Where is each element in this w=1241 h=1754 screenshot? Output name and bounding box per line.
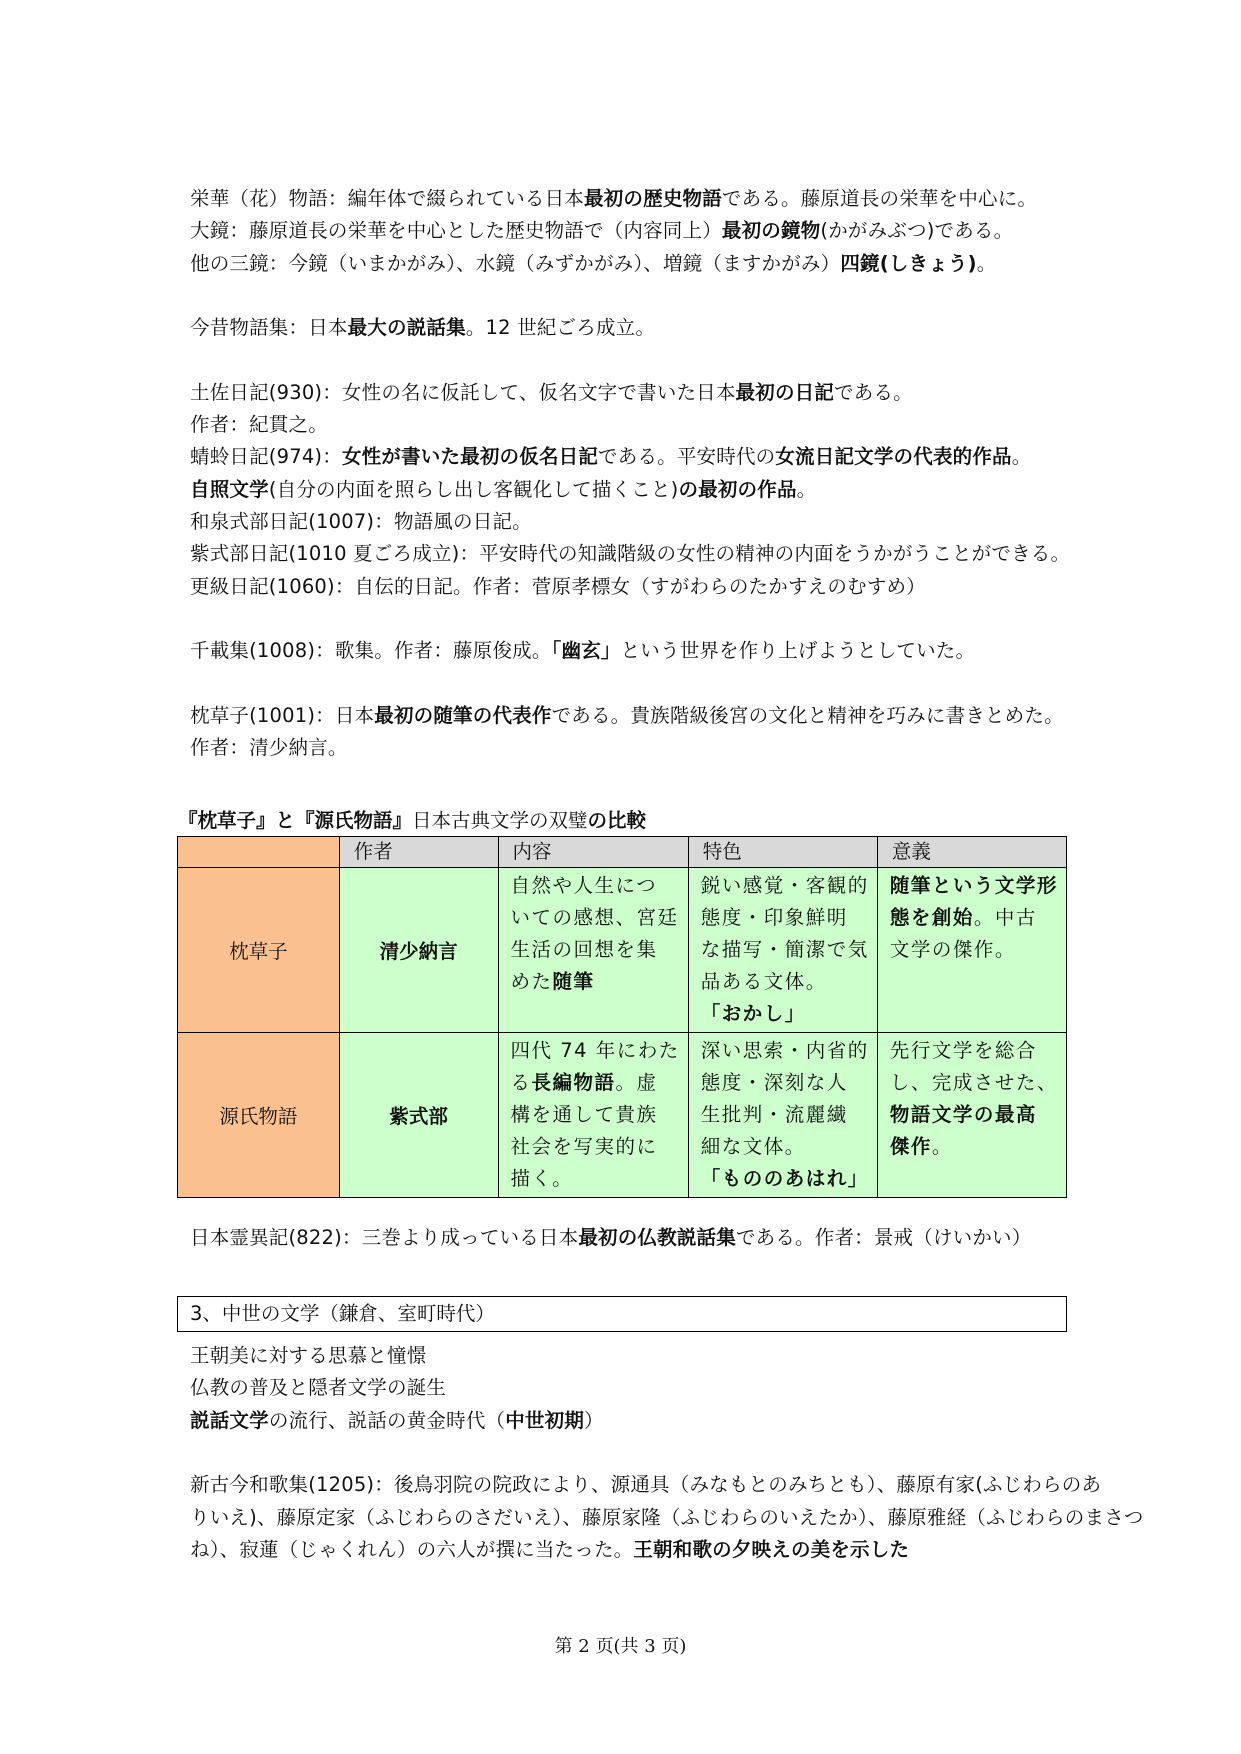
text-run: 自然や人生につ — [510, 874, 658, 897]
text-line — [190, 1534, 909, 1566]
text-line — [190, 312, 655, 344]
text-run: 自照文学 — [190, 477, 269, 501]
text-run: し、完成させた、 — [889, 1071, 1058, 1094]
text-run: 栄華（花）物語：編年体で綴られている日本 — [190, 187, 585, 210]
text-run: 最初の鏡物 — [721, 219, 821, 243]
section-heading-box — [177, 1296, 1067, 1332]
header-content: 内容 — [498, 837, 688, 868]
text-run: 「もののあはれ」 — [700, 1167, 869, 1190]
cell-line — [701, 870, 871, 902]
text-run: 蜻蛉日記(974)： — [190, 445, 342, 469]
text-run: である。平安時代の — [598, 445, 776, 469]
text-line — [190, 377, 913, 409]
text-run: である。藤原道長の栄華を中心に。 — [721, 187, 1038, 210]
text-run: である。貴族階級後宮の文化と精神を巧みに書きとめた。 — [551, 703, 1064, 727]
text-line — [190, 1372, 446, 1404]
text-run: いての感想、宮廷 — [510, 906, 679, 929]
text-run: 「幽玄」 — [551, 639, 621, 663]
text-run: 描く。 — [510, 1167, 574, 1190]
text-run: 。 — [796, 477, 817, 501]
text-run: 態を創始 — [889, 906, 974, 929]
text-run: 作者：紀貫之。 — [190, 413, 328, 437]
text-line — [190, 635, 975, 667]
text-run: 最大の説話集 — [347, 316, 466, 340]
text-line — [190, 1405, 604, 1437]
text-run: 仏教の普及と隠者文学の誕生 — [190, 1376, 447, 1400]
text-line — [190, 732, 348, 764]
text-run: という世界を作り上げようとしていた。 — [620, 639, 976, 663]
text-run: 文学の傑作。 — [889, 938, 1016, 961]
text-run: めた — [510, 970, 553, 993]
text-run: 細な文体。 — [700, 1135, 806, 1158]
text-run: ね）、寂蓮（じゃくれん）の六人が撰に当たった。 — [190, 1537, 634, 1561]
text-run: 紫式部日記(1010 夏ごろ成立)：平安時代の知識階級の女性の精神の内面をうかがうことができる。 — [190, 542, 1071, 566]
text-line — [190, 248, 996, 280]
cell-line — [511, 1035, 682, 1067]
row-author: 紫式部 — [339, 1033, 498, 1198]
text-run: 傑作 — [889, 1135, 932, 1158]
text-run: 枕草子(1001)：日本 — [190, 703, 375, 727]
cell-line — [890, 934, 1060, 966]
text-run: 態度・深刻な人 — [700, 1071, 848, 1094]
cell-line — [701, 902, 871, 934]
text-run: の流行、説話の黄金時代（ — [268, 1408, 506, 1432]
cell-line — [511, 1067, 682, 1099]
text-run: 王朝美に対する思慕と憧憬 — [190, 1344, 427, 1367]
text-run: 。 — [1011, 445, 1032, 469]
text-run: 。 — [931, 1135, 953, 1158]
section-heading: 3、中世の文学（鎌倉、室町時代） — [190, 1302, 495, 1325]
page-footer: 第 2 页(共 3 页) — [554, 1636, 687, 1657]
text-run: (自分の内面を照らし出し客観化して描くこと) — [268, 477, 679, 501]
text-run: 構を通して貴族 — [510, 1103, 658, 1126]
cell-line — [511, 966, 682, 998]
row-content — [498, 868, 688, 1033]
cell-line — [890, 1035, 1060, 1067]
text-run: 千載集(1008)：歌集。作者：藤原俊成。 — [190, 639, 552, 663]
comparison-table — [177, 836, 1067, 1198]
text-run: 「おかし」 — [700, 1002, 806, 1025]
table-row — [178, 868, 1067, 1033]
text-line — [190, 538, 1070, 570]
text-run: (かがみぶつ)である。 — [820, 219, 1014, 243]
text-run: 品ある文体。 — [700, 970, 827, 993]
text-run: 先行文学を総合 — [889, 1039, 1037, 1062]
cell-line — [511, 1099, 682, 1131]
text-run: 日本霊異記(822)：三巻より成っている日本 — [190, 1226, 579, 1249]
text-run: 他の三鏡：今鏡（いまかがみ）、水鏡（みずかがみ）、増鏡（ますかがみ） — [190, 251, 841, 275]
text-run: る — [510, 1071, 532, 1094]
text-run: 生活の回想を集 — [510, 938, 658, 961]
cell-line — [890, 870, 1060, 902]
text-run: 物語文学の最高 — [889, 1103, 1037, 1126]
text-line — [190, 183, 1037, 215]
text-run: 『枕草子』と『源氏物語』 — [178, 809, 413, 832]
cell-line — [511, 870, 682, 902]
cell-line — [511, 902, 682, 934]
text-run: りいえ)、藤原定家（ふじわらのさだいえ）、藤原家隆（ふじわらのいえたか）、藤原雅経（ふじわらのまさつ — [190, 1505, 1144, 1529]
table-header-row — [178, 837, 1067, 868]
text-run: 最初の仏教説話集 — [578, 1226, 736, 1249]
text-line — [190, 700, 1064, 732]
row-author: 清少納言 — [339, 868, 498, 1033]
row-title: 源氏物語 — [178, 1033, 340, 1198]
text-line — [190, 409, 328, 441]
text-run: 最初の随筆の代表作 — [374, 703, 552, 727]
text-run: 最初の日記 — [735, 380, 835, 404]
cell-line — [511, 1131, 682, 1163]
text-run: 態度・印象鮮明 — [700, 906, 848, 929]
cell-line — [701, 1067, 871, 1099]
text-run: 新古今和歌集(1205)：後鳥羽院の院政により、源通具（みなもとのみちとも）、藤原有家(ふじわらのあ — [190, 1473, 1102, 1497]
cell-line — [701, 934, 871, 966]
text-run: 大鏡：藤原道長の栄華を中心とした歴史物語で（内容同上） — [190, 219, 722, 243]
text-run: 四代 74 年にわた — [510, 1039, 680, 1062]
cell-line — [701, 1163, 871, 1195]
text-run: の最初の作品 — [678, 477, 797, 501]
text-run: 最初の歴史物語 — [584, 187, 722, 210]
text-run: 和泉式部日記(1007)：物語風の日記。 — [190, 510, 532, 533]
table-title — [178, 805, 646, 837]
text-run: 生批判・流麗繊 — [700, 1103, 848, 1126]
cell-line — [701, 998, 871, 1030]
text-run: 王朝和歌の夕映えの美を示した — [633, 1537, 910, 1561]
row-feature — [688, 868, 877, 1033]
text-run: 日本古典文学の双璧 — [412, 809, 588, 832]
text-run: 女流日記文学の代表的作品 — [775, 445, 1012, 469]
text-line — [190, 506, 532, 538]
text-run: 更級日記(1060)：自伝的日記。作者：菅原孝標女（すがわらのたかすえのむすめ） — [190, 574, 926, 598]
text-run: 。 — [976, 251, 997, 275]
cell-line — [511, 934, 682, 966]
text-run: 随筆という文学形 — [889, 874, 1058, 897]
row-meaning — [877, 868, 1066, 1033]
table-row — [178, 1033, 1067, 1198]
text-run: 。12 世紀ごろ成立。 — [465, 316, 656, 340]
text-line — [190, 215, 1013, 247]
cell-line — [701, 1131, 871, 1163]
cell-line — [890, 1099, 1060, 1131]
text-run: 土佐日記(930)：女性の名に仮託して、仮名文字で書いた日本 — [190, 380, 736, 404]
row-meaning — [877, 1033, 1066, 1198]
text-run: ） — [584, 1408, 604, 1432]
cell-line — [890, 1131, 1060, 1163]
text-run: 説話文学 — [190, 1408, 269, 1432]
text-run: 女性が書いた最初の仮名日記 — [341, 445, 599, 469]
cell-line — [890, 1067, 1060, 1099]
text-run: 四鏡(しきょう) — [840, 251, 977, 275]
text-run: である。 — [834, 380, 913, 404]
text-run: 鋭い感覚・客観的 — [700, 874, 869, 897]
text-run: 。中古 — [973, 906, 1037, 929]
text-run: 長編物語 — [531, 1071, 616, 1094]
row-title: 枕草子 — [178, 868, 340, 1033]
text-run: 社会を写実的に — [510, 1135, 658, 1158]
text-line — [190, 1469, 1101, 1501]
table-corner-cell — [178, 837, 340, 868]
text-run: 随筆 — [552, 970, 595, 993]
cell-line — [701, 1035, 871, 1067]
text-line — [190, 441, 1031, 473]
text-line — [190, 1502, 1144, 1534]
text-run: 作者：清少納言。 — [190, 736, 348, 760]
text-run: な描写・簡潔で気 — [700, 938, 869, 961]
row-feature — [688, 1033, 877, 1198]
cell-line — [701, 966, 871, 998]
text-line — [190, 571, 926, 603]
line-after-table — [190, 1222, 1031, 1254]
header-author: 作者 — [339, 837, 498, 868]
text-line — [190, 1340, 426, 1372]
text-run: である。作者：景戒（けいかい） — [735, 1226, 1032, 1249]
text-run: 今昔物語集：日本 — [190, 316, 348, 340]
text-run: 中世初期 — [505, 1408, 585, 1432]
row-content — [498, 1033, 688, 1198]
text-run: 深い思索・内省的 — [700, 1039, 869, 1062]
cell-line — [701, 1099, 871, 1131]
cell-line — [890, 902, 1060, 934]
text-line — [190, 474, 816, 506]
header-feature: 特色 — [688, 837, 877, 868]
header-meaning: 意義 — [877, 837, 1066, 868]
text-run: の比較 — [587, 809, 647, 832]
cell-line — [511, 1163, 682, 1195]
text-run: 。虚 — [615, 1071, 658, 1094]
